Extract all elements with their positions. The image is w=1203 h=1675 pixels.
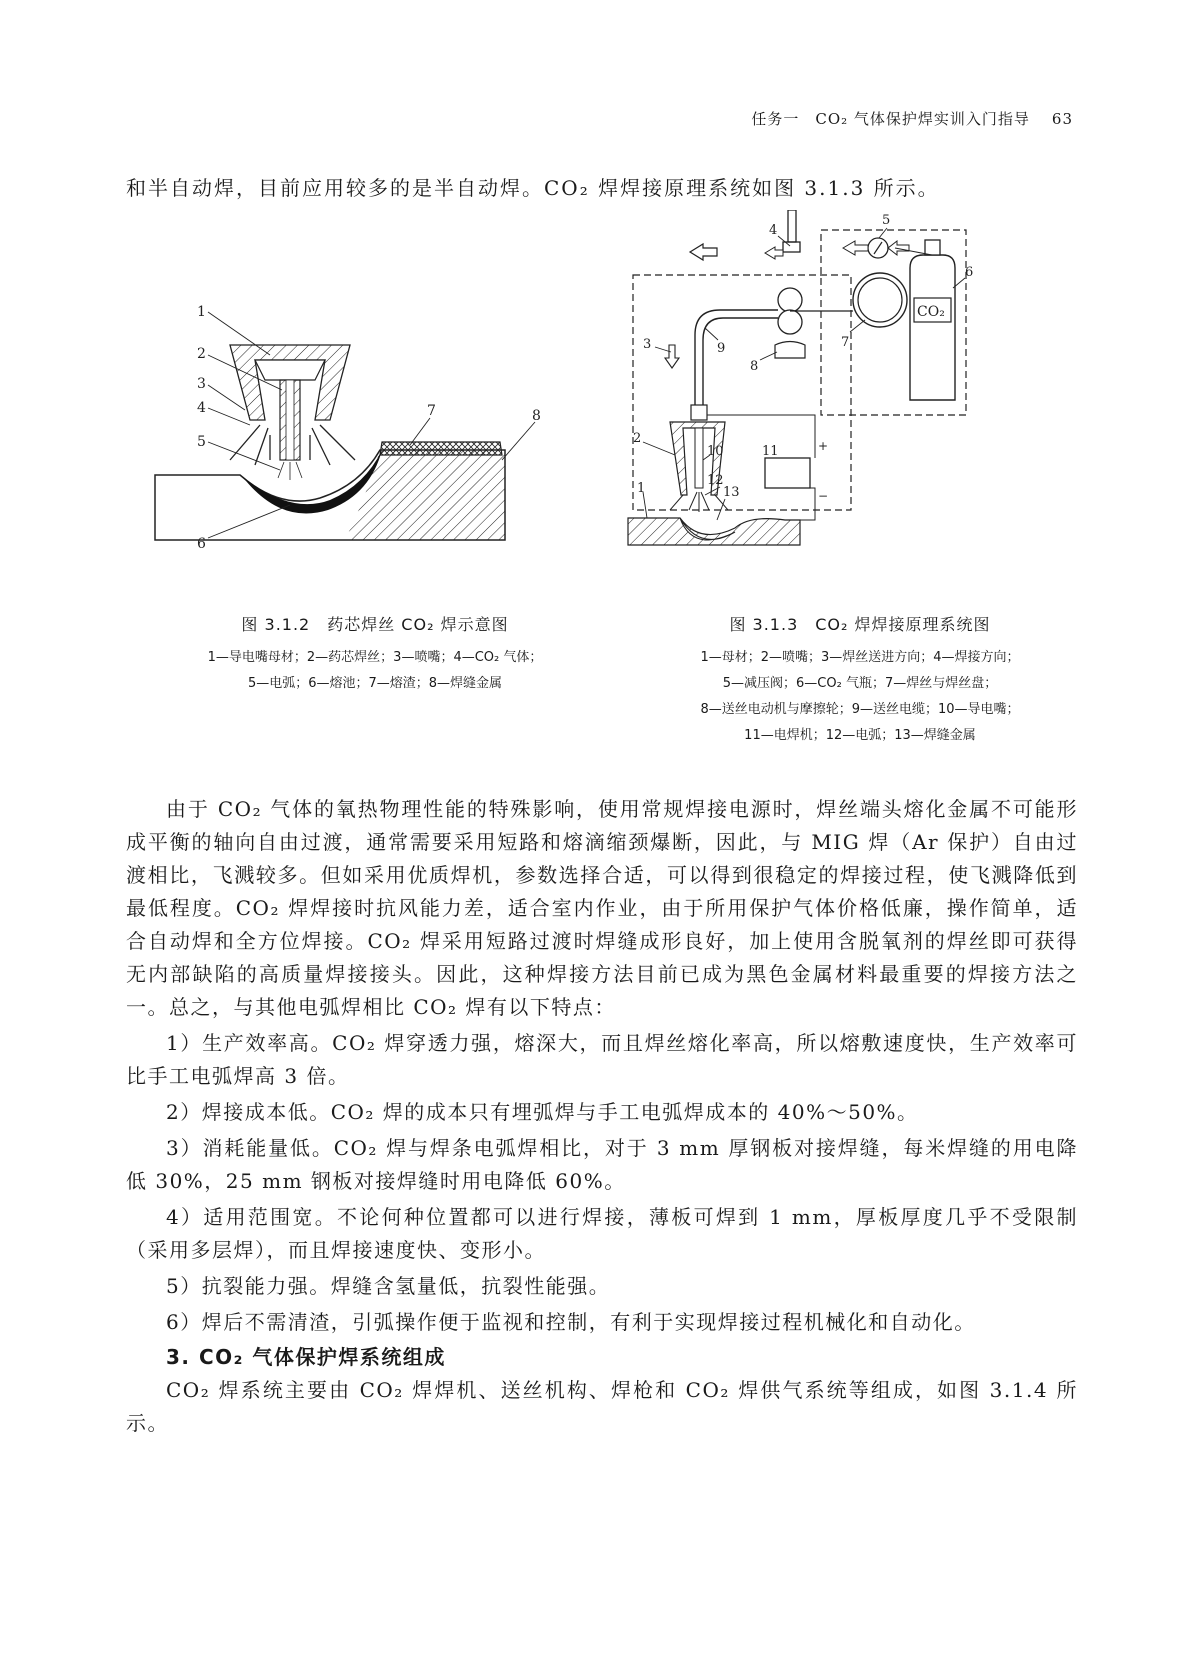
fig-right-label-3: 3	[643, 337, 652, 352]
fig-right-label-7: 7	[841, 335, 850, 350]
running-header	[751, 108, 1073, 129]
section-heading: 3. CO₂ 气体保护焊系统组成	[166, 1345, 446, 1369]
caption-right-title: 图 3.1.3 CO₂ 焊焊接原理系统图	[729, 615, 991, 634]
fig-right-label-4: 4	[769, 223, 778, 238]
fig-left-label-7: 7	[427, 403, 436, 419]
figure-right-drawing	[625, 210, 1045, 590]
plus-terminal: +	[818, 439, 829, 453]
fig-left-label-8: 8	[532, 408, 541, 424]
caption-left-line-1: 1—导电嘴母材；2—药芯焊丝；3—喷嘴；4—CO₂ 气体；	[207, 650, 543, 665]
feature-item-5: 5）抗裂能力强。焊缝含氢量低，抗裂性能强。	[166, 1274, 611, 1298]
fig-right-label-6: 6	[965, 265, 974, 280]
caption-figure-3-1-2	[140, 612, 610, 697]
feature-item-4: 4）适用范围宽。不论何种位置都可以进行焊接，薄板可焊到 1 mm，厚板厚度几乎不受限制（采用多层焊），而且焊接速度快、变形小。	[126, 1205, 1078, 1262]
fig-right-label-5: 5	[882, 213, 891, 228]
page-number: 63	[1051, 110, 1073, 128]
figure-co2-welding-system	[625, 210, 1045, 590]
cylinder-co2-label: CO₂	[917, 304, 945, 320]
fig-right-label-2: 2	[633, 431, 642, 446]
caption-left-title: 图 3.1.2 药芯焊丝 CO₂ 焊示意图	[241, 615, 509, 634]
fig-left-label-5: 5	[197, 434, 206, 450]
caption-figure-3-1-3	[625, 612, 1095, 749]
fig-right-label-13: 13	[723, 485, 740, 500]
paragraph-system-composition: CO₂ 焊系统主要由 CO₂ 焊焊机、送丝机构、焊枪和 CO₂ 焊供气系统等组成，如图 3.1.4 所示。	[126, 1378, 1078, 1435]
body-text	[126, 793, 1078, 1440]
feature-item-2: 2）焊接成本低。CO₂ 焊的成本只有埋弧焊与手工电弧焊成本的 40%～50%。	[166, 1100, 919, 1124]
fig-left-label-4: 4	[197, 400, 206, 416]
fig-right-label-1: 1	[637, 481, 646, 496]
fig-left-label-2: 2	[197, 346, 206, 362]
caption-right-line-2: 5—减压阀；6—CO₂ 气瓶；7—焊丝与焊丝盘；	[722, 676, 998, 691]
feature-item-6: 6）焊后不需清渣，引弧操作便于监视和控制，有利于实现焊接过程机械化和自动化。	[166, 1310, 976, 1334]
fig-left-label-3: 3	[197, 376, 206, 392]
feature-item-1: 1）生产效率高。CO₂ 焊穿透力强，熔深大，而且焊丝熔化率高，所以熔敷速度快，生产效率可比手工电弧焊高 3 倍。	[126, 1031, 1078, 1088]
intro-line: 和半自动焊，目前应用较多的是半自动焊。CO₂ 焊焊接原理系统如图 3.1.3 所示。	[126, 176, 940, 200]
figure-left-drawing	[150, 300, 570, 600]
caption-left-line-2: 5—电弧；6—熔池；7—熔渣；8—焊缝金属	[247, 676, 503, 691]
paragraph-properties: 由于 CO₂ 气体的氧热物理性能的特殊影响，使用常规焊接电源时，焊丝端头熔化金属不可能形成平衡的轴向自由过渡，通常需要采用短路和熔滴缩颈爆断，因此，与 MIG 焊（Ar 保护）自由过渡相比，飞溅较多。但如采用优质焊机，参数选择合适，可以得到很稳定的焊接过程，使飞溅降低到最低程度。CO₂ 焊焊接时抗风能力差，适合室内作业，由于所用保护气体价格低廉，操作简单，适合自动焊和全方位焊接。CO₂ 焊采用短路过渡时焊缝成形良好，加上使用含脱氧剂的焊丝即可获得无内部缺陷的高质量焊接接头。因此，这种焊接方法目前已成为黑色金属材料最重要的焊接方法之一。总之，与其他电弧焊相比 CO₂ 焊有以下特点：	[126, 797, 1078, 1019]
caption-right-line-1: 1—母材；2—喷嘴；3—焊丝送进方向；4—焊接方向；	[700, 650, 1020, 665]
figure-flux-cored-welding	[150, 300, 570, 600]
fig-right-label-11: 11	[762, 444, 779, 459]
fig-right-label-10: 10	[707, 444, 724, 459]
caption-right-line-3: 8—送丝电动机与摩擦轮；9—送丝电缆；10—导电嘴；	[700, 702, 1020, 717]
minus-terminal: −	[818, 489, 829, 503]
caption-right-line-4: 11—电焊机；12—电弧；13—焊缝金属	[744, 728, 976, 743]
fig-right-label-8: 8	[750, 359, 759, 374]
fig-left-label-1: 1	[197, 304, 206, 320]
fig-right-label-12: 12	[707, 473, 724, 488]
feature-item-3: 3）消耗能量低。CO₂ 焊与焊条电弧焊相比，对于 3 mm 厚钢板对接焊缝，每米焊缝的用电降低 30%，25 mm 钢板对接焊缝时用电降低 60%。	[126, 1136, 1078, 1193]
header-section-title: 任务一 CO₂ 气体保护焊实训入门指导	[751, 110, 1030, 128]
fig-left-label-6: 6	[197, 536, 206, 552]
fig-right-label-9: 9	[717, 341, 726, 356]
